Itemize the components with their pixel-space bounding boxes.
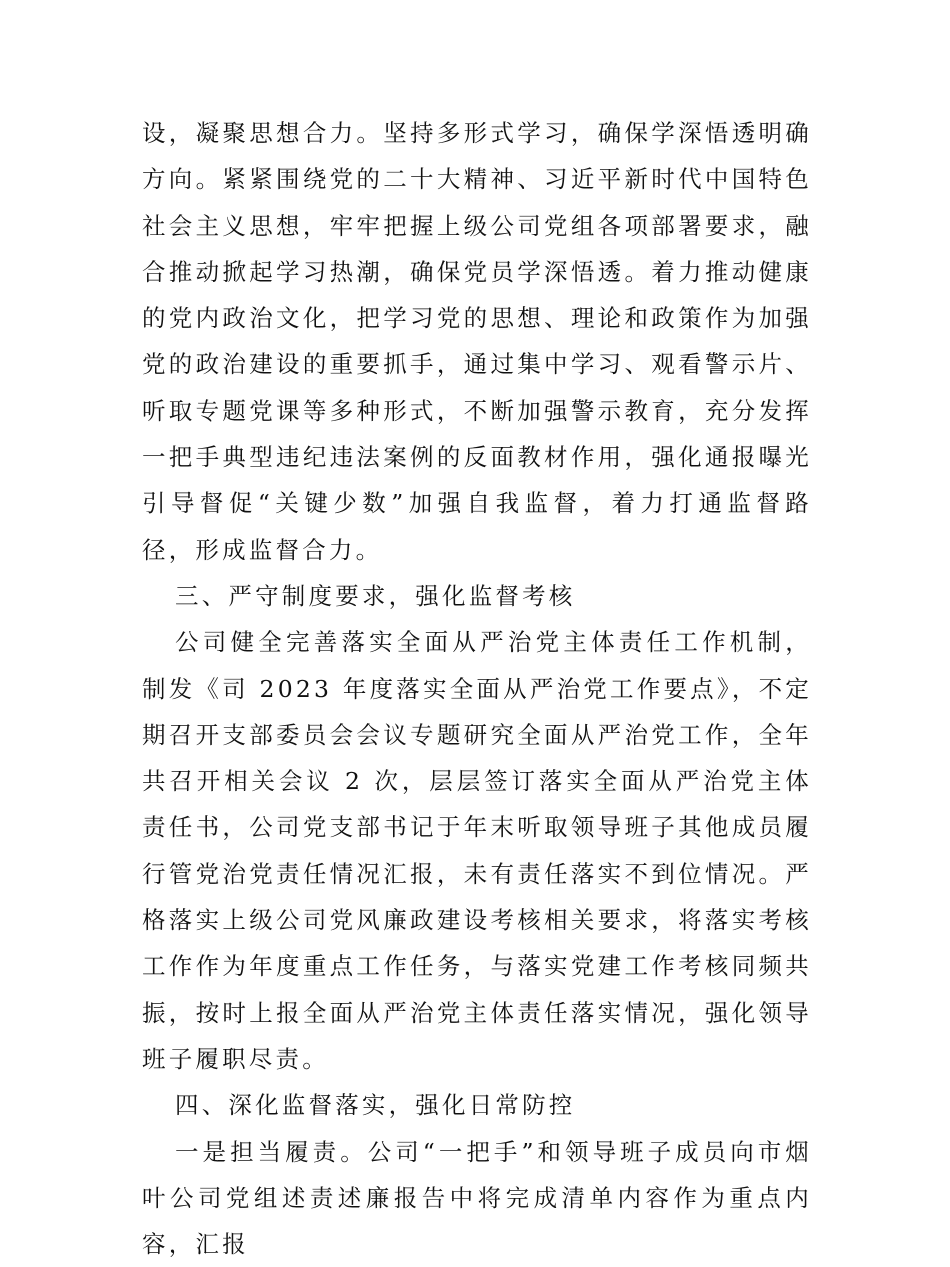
body-paragraph-1: 设，凝聚思想合力。坚持多形式学习，确保学深悟透明确方向。紧紧围绕党的二十大精神、习近平新时代中国特色社会主义思想，牢牢把握上级公司党组各项部署要求，融合推动掀起学习热潮，确保党员学深悟透。着力推动健康的党内政治文化，把学习党的思想、理论和政策作为加强党的政治建设的重要抓手，通过集中学习、观看警示片、听取专题党课等多种形式，不断加强警示教育，充分发挥一把手典型违纪违法案例的反面教材作用，强化通报曝光引导督促“关键少数”加强自我监督，着力打通监督路径，形成监督合力。 xyxy=(142,119,812,564)
body-paragraph-3: 一是担当履责。公司“一把手”和领导班子成员向市烟叶公司党组述责述廉报告中将完成清单内容作为重点内容，汇报 xyxy=(142,1137,812,1259)
section-heading-3: 三、严守制度要求，强化监督考核 xyxy=(175,581,576,610)
document-page xyxy=(142,110,812,1267)
section-heading-4: 四、深化监督落实，强化日常防控 xyxy=(175,1091,576,1120)
body-paragraph-2: 公司健全完善落实全面从严治党主体责任工作机制，制发《司 2023 年度落实全面从严治党工作要点》，不定期召开支部委员会会议专题研究全面从严治党工作，全年共召开相关会议 2 次，层层签订落实全面从严治党主体责任书，公司党支部书记于年末听取领导班子其他成员履行管党治党责任情况汇报，未有责任落实不到位情况。严格落实上级公司党风廉政建设考核相关要求，将落实考核工作作为年度重点工作任务，与落实党建工作考核同频共振，按时上报全面从严治党主体责任落实情况，强化领导班子履职尽责。 xyxy=(142,628,812,1073)
